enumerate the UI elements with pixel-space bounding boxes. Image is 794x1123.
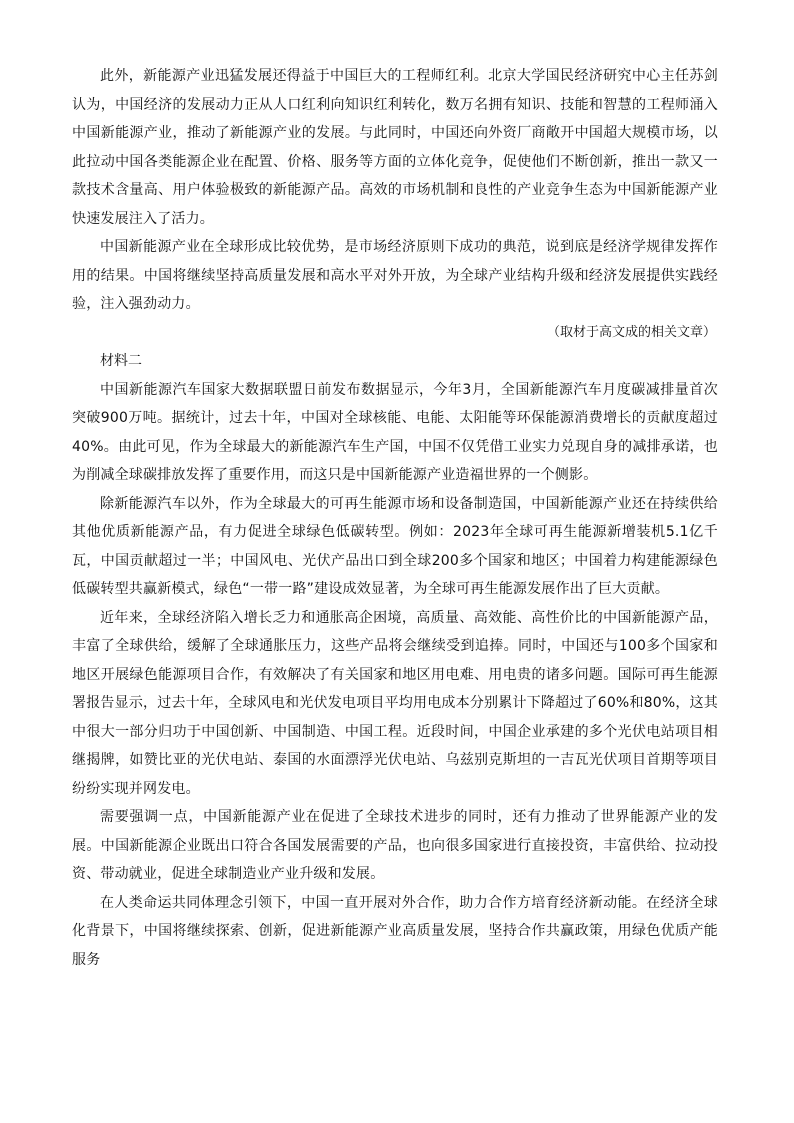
source-citation: （取材于高文成的相关文章） [546, 324, 716, 340]
paragraph-technology-progress: 需要强调一点，中国新能源产业在促进了全球技术进步的同时，还有力推动了世界能源产业的发展。中国新能源企业既出口符合各国发展需要的产品，也向很多国家进行直接投资，丰富供给、拉动投资、带动就业，促进全球制造业产业升级和发展。 [72, 809, 718, 882]
paragraph-comparative-advantage: 中国新能源产业在全球形成比较优势，是市场经济原则下成功的典范，说到底是经济学规律发挥作用的结果。中国将继续坚持高质量发展和高水平对外开放，为全球产业结构升级和经济发展提供实践经验，注入强劲动力。 [72, 239, 718, 312]
paragraph-shared-future: 在人类命运共同体理念引领下，中国一直开展对外合作，助力合作方培育经济新动能。在经济全球化背景下，中国将继续探索、创新，促进新能源产业高质量发展，坚持合作共赢政策，用绿色优质产能服务 [72, 894, 718, 968]
paragraph-renewable-supply: 除新能源汽车以外，作为全球最大的可再生能源市场和设备制造国，中国新能源产业还在持续供给其他优质新能源产品，有力促进全球绿色低碳转型。例如：2023年全球可再生能源新增装机5.1亿千瓦，中国贡献超过一半；中国风电、光伏产品出口到全球200多个国家和地区；中国着力构建能源绿色低碳转型共赢新模式，绿色“一带一路”建设成效显著，为全球可再生能源发展作出了巨大贡献。 [72, 495, 718, 597]
paragraph-global-inflation: 近年来，全球经济陷入增长乏力和通胀高企困境，高质量、高效能、高性价比的中国新能源产品，丰富了全球供给，缓解了全球通胀压力，这些产品将会继续受到追捧。同时，中国还与100多个国家和地区开展绿色能源项目合作，有效解决了有关国家和地区用电难、用电贵的诸多问题。国际可再生能源署报告显示，过去十年，全球风电和光伏发电项目平均用电成本分别累计下降超过了60%和80%，这其中很大一部分归功于中国创新、中国制造、中国工程。近段时间，中国企业承建的多个光伏电站项目相继揭牌，如赞比亚的光伏电站、泰国的水面漂浮光伏电站、乌兹别克斯坦的一吉瓦光伏项目首期等项目纷纷实现并网发电。 [72, 609, 718, 797]
paragraph-ev-emissions: 中国新能源汽车国家大数据联盟日前发布数据显示，今年3月，全国新能源汽车月度碳减排量首次突破900万吨。据统计，过去十年，中国对全球核能、电能、太阳能等环保能源消费增长的贡献度超过40%。由此可见，作为全球最大的新能源汽车生产国，中国不仅凭借工业实力兑现自身的减排承诺，也为削减全球碳排放发挥了重要作用，而这只是中国新能源产业造福世界的一个侧影。 [72, 381, 718, 483]
paragraph-engineer-dividend: 此外，新能源产业迅猛发展还得益于中国巨大的工程师红利。北京大学国民经济研究中心主任苏剑认为，中国经济的发展动力正从人口红利向知识红利转化，数万名拥有知识、技能和智慧的工程师涌入中国新能源产业，推动了新能源产业的发展。与此同时，中国还向外资厂商敞开中国超大规模市场，以此拉动中国各类能源企业在配置、价格、服务等方面的立体化竞争，促使他们不断创新，推出一款又一款技术含量高、用户体验极致的新能源产品。高效的市场机制和良性的产业竞争生态为中国新能源产业快速发展注入了活力。 [72, 68, 718, 227]
material-two-heading: 材料二 [100, 353, 142, 369]
document-page [72, 62, 718, 974]
